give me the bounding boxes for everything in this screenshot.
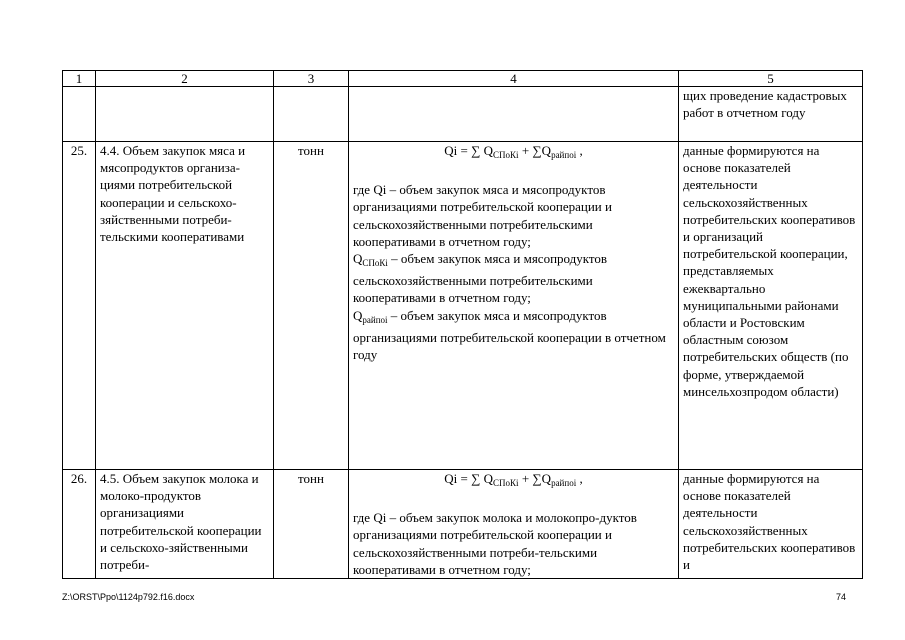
formula-description: где Qi – объем закупок молока и молокопро-дуктов организациями потребительской кооперации и сельскохозяйственными потреби-тельскими кооперативами в отчетном году; bbox=[353, 510, 637, 577]
data-source: данные формируются на основе показателей деятельности сельскохозяйственных потребительских кооперативов и bbox=[679, 470, 863, 579]
formula-description: где Qi – объем закупок мяса и мясопродуктов организациями потребительской кооперации и сельскохозяйственными потребительскими кооперативами в отчетном году; bbox=[353, 182, 612, 249]
table-row bbox=[63, 142, 863, 470]
cont-cell-3 bbox=[274, 87, 349, 142]
header-col-5: 5 bbox=[679, 71, 863, 87]
unit-of-measure: тонн bbox=[274, 142, 349, 470]
variable-description-2: $Q_{райпоi}$ – объем закупок мяса и мясопродуктов организациями потребительской кооперации в отчетном году bbox=[353, 307, 666, 363]
data-source: данные формируются на основе показателей деятельности сельскохозяйственных потребительских кооперативов и организаций потребительской кооперации, представляемых ежеквартально муниципальными районами области и Ростовским областным союзом потребительских обществ (по форме, утверждаемой минсельхозпродом области) bbox=[679, 142, 863, 470]
header-col-1: 1 bbox=[63, 71, 96, 87]
formula: Qi = ∑ $Q_{СПоКi} + \sum Q_{райпоi}$ , bbox=[444, 143, 583, 160]
cont-cell-1 bbox=[63, 87, 96, 142]
formula: Qi = ∑ $Q_{СПоКi} + \sum Q_{райпоi}$ , bbox=[444, 471, 583, 488]
table-header-row bbox=[63, 71, 863, 87]
row-number: 25. bbox=[63, 142, 96, 470]
indicator-name: 4.5. Объем закупок молока и молоко-продуктов организациями потребительской кооперации и сельскохо-зяйственными потреби- bbox=[96, 470, 274, 579]
cont-cell-2 bbox=[96, 87, 274, 142]
data-table bbox=[62, 70, 863, 579]
calculation-method bbox=[349, 142, 679, 470]
indicator-name: 4.4. Объем закупок мяса и мясопродуктов организа-циями потребительской кооперации и сельскохо-зяйственными потреби-тельскими кооперативами bbox=[96, 142, 274, 470]
header-col-2: 2 bbox=[96, 71, 274, 87]
variable-description-1: $Q_{СПоКi}$ – объем закупок мяса и мясопродуктов сельскохозяйственными потребительскими кооперативами в отчетном году; bbox=[353, 251, 608, 306]
cont-source-text: щих проведение кадастровых работ в отчетном году bbox=[679, 87, 863, 142]
footer-file-path: Z:\ORST\Ppo\1124p792.f16.docx bbox=[62, 592, 195, 602]
table-row bbox=[63, 470, 863, 579]
footer-page-number: 74 bbox=[836, 592, 847, 602]
header-col-4: 4 bbox=[349, 71, 679, 87]
unit-of-measure: тонн bbox=[274, 470, 349, 579]
cont-cell-4 bbox=[349, 87, 679, 142]
continuation-row bbox=[63, 87, 863, 142]
header-col-3: 3 bbox=[274, 71, 349, 87]
calculation-method bbox=[349, 470, 679, 579]
row-number: 26. bbox=[63, 470, 96, 579]
